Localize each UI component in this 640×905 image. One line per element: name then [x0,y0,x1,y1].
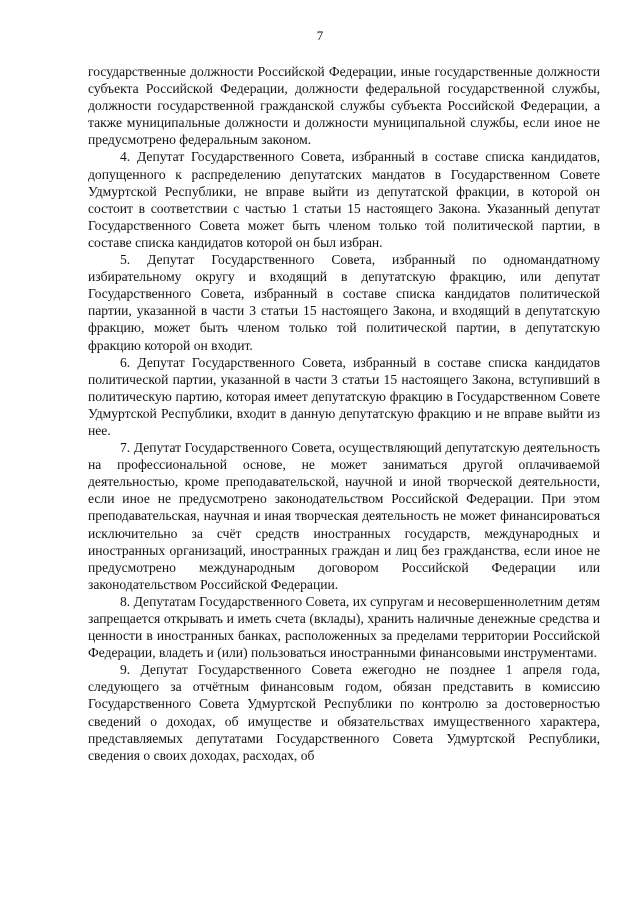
paragraph-9: 9. Депутат Государственного Совета ежегодно не позднее 1 апреля года, следующего за отчётным финансовым годом, обязан представить в комиссию Государственного Совета Удмуртской Республики по контролю за достоверностью сведений о доходах, об имуществе и обязательствах имущественного характера, представляемых депутатами Государственного Совета Удмуртской Республики, сведения о своих доходах, расходах, об [88,662,600,763]
paragraph-continuation: государственные должности Российской Федерации, иные государственные должности субъекта Российской Федерации, должности федеральной государственной службы, должности государственной гражданской службы субъекта Российской Федерации, а также муниципальные должности и должности муниципальной службы, если иное не предусмотрено федеральным законом. [88,64,600,148]
page-number: 7 [316,28,324,43]
document-body [88,63,600,764]
paragraph-8: 8. Депутатам Государственного Совета, их супругам и несовершеннолетним детям запрещается открывать и иметь счета (вклады), хранить наличные денежные средства и ценности в иностранных банках, расположенных за пределами территории Российской Федерации, владеть и (или) пользоваться иностранными финансовыми инструментами. [88,593,600,661]
paragraph-5: 5. Депутат Государственного Совета, избранный по одномандатному избирательному округу и входящий в депутатскую фракцию, или депутат Государственного Совета, избранный в составе списка кандидатов политической партии, указанной в части 3 статьи 15 настоящего Закона, и входящий в депутатскую фракцию, может быть членом только той политической партии, в депутатскую фракцию которой он входит. [88,252,600,353]
paragraph-4: 4. Депутат Государственного Совета, избранный в составе списка кандидатов, допущенного к распределению депутатских мандатов в Государственном Совете Удмуртской Республики, не вправе выйти из депутатской фракции, в которой он состоит в соответствии с частью 1 статьи 15 настоящего Закона. Указанный депутат Государственного Совета может быть членом только той политической партии, в составе списка кандидатов которой он был избран. [88,149,600,250]
paragraph-7: 7. Депутат Государственного Совета, осуществляющий депутатскую деятельность на профессиональной основе, не может заниматься другой оплачиваемой деятельностью, кроме преподавательской, научной и иной творческой деятельности, если иное не предусмотрено законодательством Российской Федерации. При этом преподавательская, научная и иная творческая деятельность не может финансироваться исключительно за счёт средств иностранных государств, международных и иностранных организаций, иностранных граждан и лиц без гражданства, если иное не предусмотрено международным договором Российской Федерации или законодательством Российской Федерации. [88,440,600,592]
paragraph-6: 6. Депутат Государственного Совета, избранный в составе списка кандидатов политической партии, указанной в части 3 статьи 15 настоящего Закона, вступивший в политическую партию, которая имеет депутатскую фракцию в Государственном Совете Удмуртской Республики, входит в данную депутатскую фракцию и не вправе выйти из нее. [88,354,600,438]
